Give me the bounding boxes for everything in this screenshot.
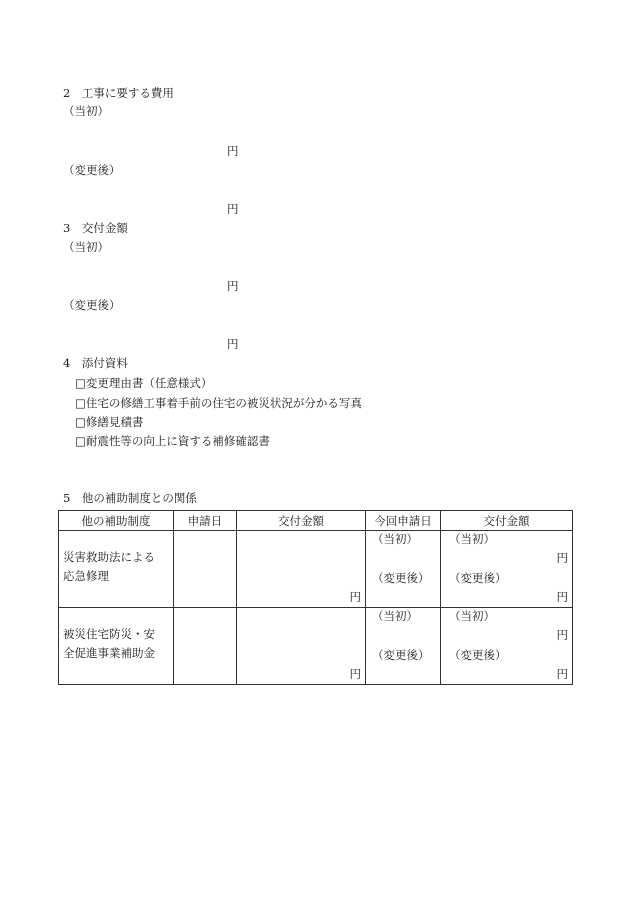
subsidy-name-line: 応急修理 <box>63 569 109 583</box>
amount-initial-unit: 円 <box>556 551 568 565</box>
section-2-initial-unit: 円 <box>227 144 239 158</box>
section-5-heading: 5 他の補助制度との関係 <box>63 491 197 505</box>
section-3-heading: 3 交付金額 <box>63 221 128 235</box>
attachment-item[interactable]: □変更理由書（任意様式） <box>75 376 213 390</box>
amount-unit: 円 <box>349 667 361 681</box>
application-date-cell[interactable] <box>174 608 237 685</box>
amount-initial-label: （当初） <box>449 532 495 546</box>
current-grant-amount-cell[interactable] <box>441 608 573 685</box>
amount-unit: 円 <box>349 590 361 604</box>
section-4-heading: 4 添付資料 <box>63 356 128 370</box>
table-row <box>59 608 573 685</box>
grant-amount-cell[interactable] <box>237 608 366 685</box>
grant-amount-cell[interactable] <box>237 531 366 608</box>
section-2-heading: 2 工事に要する費用 <box>63 86 174 100</box>
date-changed-label: （変更後） <box>372 571 430 585</box>
column-header: 今回申請日 <box>366 511 441 531</box>
amount-initial-label: （当初） <box>449 609 495 623</box>
column-header: 交付金額 <box>441 511 573 531</box>
amount-changed-unit: 円 <box>556 590 568 604</box>
column-header: 申請日 <box>174 511 237 531</box>
current-application-date-cell[interactable] <box>366 608 441 685</box>
amount-changed-unit: 円 <box>556 667 568 681</box>
attachment-item[interactable]: □住宅の修繕工事着手前の住宅の被災状況が分かる写真 <box>75 396 362 410</box>
application-date-cell[interactable] <box>174 531 237 608</box>
section-3-initial-unit: 円 <box>227 279 239 293</box>
section-2-initial-label: （当初） <box>63 104 109 118</box>
date-initial-label: （当初） <box>372 532 418 546</box>
date-initial-label: （当初） <box>372 609 418 623</box>
section-2-changed-unit: 円 <box>227 202 239 216</box>
amount-changed-label: （変更後） <box>449 571 507 585</box>
attachment-item[interactable]: □修繕見積書 <box>75 415 144 429</box>
table-row <box>59 531 573 608</box>
section-3-changed-label: （変更後） <box>63 298 121 312</box>
section-2-changed-label: （変更後） <box>63 163 121 177</box>
subsidy-name-cell <box>59 608 174 685</box>
subsidy-name-line: 被災住宅防災・安 <box>63 627 155 641</box>
date-changed-label: （変更後） <box>372 648 430 662</box>
section-3-changed-unit: 円 <box>227 337 239 351</box>
amount-changed-label: （変更後） <box>449 648 507 662</box>
attachment-item[interactable]: □耐震性等の向上に資する補修確認書 <box>75 434 270 448</box>
subsidy-name-line: 災害救助法による <box>63 550 155 564</box>
column-header: 交付金額 <box>237 511 366 531</box>
column-header: 他の補助制度 <box>59 511 174 531</box>
other-subsidy-table <box>58 510 573 685</box>
subsidy-name-line: 全促進事業補助金 <box>63 646 155 660</box>
current-grant-amount-cell[interactable] <box>441 531 573 608</box>
amount-initial-unit: 円 <box>556 628 568 642</box>
current-application-date-cell[interactable] <box>366 531 441 608</box>
section-3-initial-label: （当初） <box>63 240 109 254</box>
subsidy-name-cell <box>59 531 174 608</box>
table-header-row <box>59 511 573 531</box>
